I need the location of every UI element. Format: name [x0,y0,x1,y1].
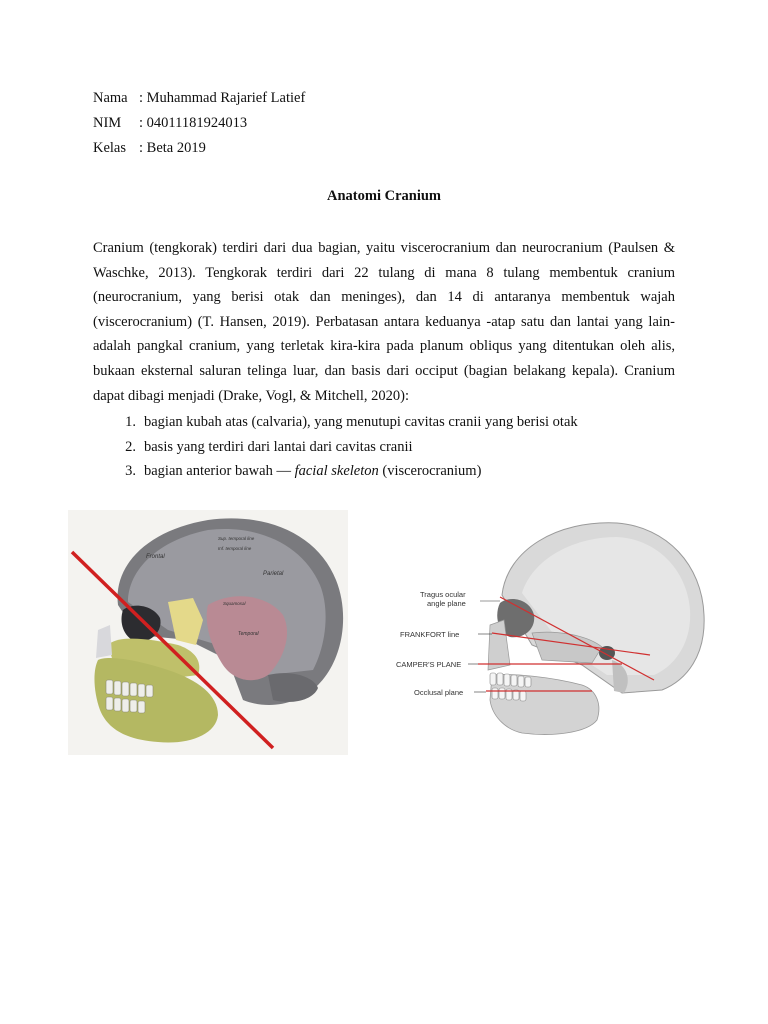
label-tragus: Tragus ocular [420,590,466,599]
label-parietal: Parietal [263,571,284,577]
label-frankfort: FRANKFORT line [400,630,460,639]
nim-row [93,111,305,136]
list-number: 3. [125,463,136,480]
body-paragraph: Cranium (tengkorak) terdiri dari dua bagian, yaitu viscerocranium dan neurocranium (Paulsen & Waschke, 2013). Tengkorak terdiri dari 22 tulang di mana 8 tulang membentuk cranium (neurocranium, yang berisi otak dan meninges), dan 14 di antaranya membentuk wajah (viscerocranium) (T. Hansen, 2019). Perbatasan antara keduanya -atap satu dan lantai yang lain- adalah pangkal cranium, yang terletak kira-kira pada planum obliqus yang ditentukan oleh alis, bukaan eksternal saluran telinga luar, dan basis dari occiput (bagian belakang kepala). Cranium dapat dibagi menjadi (Drake, Vogl, & Mitchell, 2020): [93,240,675,404]
list-text: bagian kubah atas (calvaria), yang menutupi cavitas cranii yang berisi otak [144,414,578,430]
nim-label: NIM [93,115,122,131]
skull-lateral-illustration [68,510,348,755]
class-value: : Beta 2019 [139,140,206,156]
name-label: Nama [93,90,128,106]
label-occlusal: Occlusal plane [414,688,464,697]
list-item [93,459,578,484]
list-number: 2. [125,438,136,455]
name-value: : Muhammad Rajarief Latief [139,90,306,106]
list-text-after: (viscerocranium) [378,463,482,480]
label-squamosal: Squamosal [223,601,246,606]
document-title: Anatomi Cranium [327,188,441,204]
skull-lateral-figure [68,510,348,755]
label-temporal: Temporal [238,631,259,637]
list-item [93,410,578,435]
list-text-before: bagian anterior bawah — [144,463,295,480]
division-list [93,410,578,484]
name-row [93,86,305,111]
label-inf-temporal-line: Inf. temporal line [218,546,252,551]
list-text [144,459,481,484]
skull-planes-illustration [392,515,707,740]
class-label: Kelas [93,140,127,156]
class-row [93,136,305,161]
student-info [93,86,305,161]
nasal-bone [96,625,112,658]
list-text: basis yang terdiri dari lantai dari cavitas cranii [144,438,413,455]
label-campers: CAMPER'S PLANE [396,660,462,669]
list-text-italic: facial skeleton [294,463,379,480]
list-number: 1. [125,414,136,430]
nim-value: : 04011181924013 [139,115,248,131]
label-frontal: Frontal [146,554,165,560]
list-item [93,435,578,460]
skull-planes-figure [392,515,707,740]
label-sup-temporal-line: Sup. temporal line [218,536,255,541]
label-tragus-2: angle plane [427,599,466,608]
